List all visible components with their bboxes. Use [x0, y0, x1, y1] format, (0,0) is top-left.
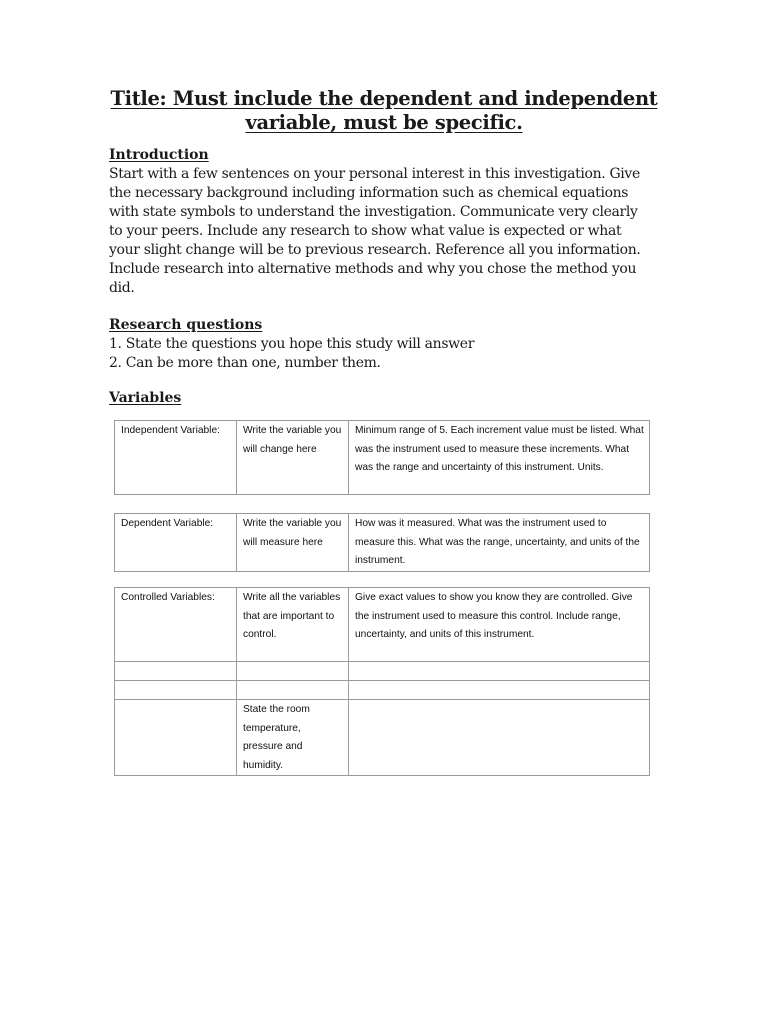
controlled-variables-table: [114, 587, 650, 776]
introduction-line: Start with a few sentences on your personal interest in this investigation. Give: [109, 166, 640, 182]
variables-heading: Variables: [109, 390, 182, 406]
title-line-2: variable, must be specific.: [245, 111, 523, 134]
introduction-line: did.: [109, 280, 135, 296]
research-question-item: 2. Can be more than one, number them.: [109, 355, 381, 371]
introduction-line: the necessary background including information such as chemical equations: [109, 185, 629, 201]
table-cell-empty: [349, 681, 650, 700]
controlled-variables-instruction: Write all the variables that are important to control.: [237, 588, 349, 662]
introduction-text: [109, 165, 669, 298]
table-row: [115, 681, 650, 700]
introduction-line: to your peers. Include any research to show what value is expected or what: [109, 223, 622, 239]
independent-variable-table: [114, 420, 650, 495]
room-conditions-instruction: State the room temperature, pressure and humidity.: [237, 700, 349, 776]
table-cell-empty: [349, 662, 650, 681]
table-row: [115, 588, 650, 662]
introduction-heading: Introduction: [109, 147, 209, 163]
research-question-item: 1. State the questions you hope this study will answer: [109, 336, 475, 352]
table-cell-empty: [115, 681, 237, 700]
dependent-variable-instruction: Write the variable you will measure here: [237, 514, 349, 572]
research-questions-heading: Research questions: [109, 317, 263, 333]
table-cell-empty: [349, 700, 650, 776]
table-row: [115, 700, 650, 776]
independent-variable-label: Independent Variable:: [115, 421, 237, 495]
title-line-1: Title: Must include the dependent and independent: [110, 87, 658, 110]
table-cell-empty: [237, 662, 349, 681]
table-row: [115, 662, 650, 681]
research-questions-list: [109, 335, 669, 373]
dependent-variable-details: How was it measured. What was the instrument used to measure this. What was the range, uncertainty, and units of the instrument.: [349, 514, 650, 572]
page-title: [90, 87, 678, 135]
independent-variable-details: Minimum range of 5. Each increment value must be listed. What was the instrument used to measure these increments. What was the range and uncertainty of this instrument. Units.: [349, 421, 650, 495]
dependent-variable-table: [114, 513, 650, 572]
dependent-variable-label: Dependent Variable:: [115, 514, 237, 572]
table-row: [115, 514, 650, 572]
controlled-variables-label: Controlled Variables:: [115, 588, 237, 662]
table-cell-empty: [115, 662, 237, 681]
independent-variable-instruction: Write the variable you will change here: [237, 421, 349, 495]
introduction-line: Include research into alternative methods and why you chose the method you: [109, 261, 637, 277]
controlled-variables-details: Give exact values to show you know they are controlled. Give the instrument used to measure this control. Include range, uncertainty, and units of this instrument.: [349, 588, 650, 662]
introduction-line: your slight change will be to previous research. Reference all you information.: [109, 242, 641, 258]
table-cell-empty: [237, 681, 349, 700]
table-cell-empty: [115, 700, 237, 776]
introduction-line: with state symbols to understand the investigation. Communicate very clearly: [109, 204, 638, 220]
table-row: [115, 421, 650, 495]
